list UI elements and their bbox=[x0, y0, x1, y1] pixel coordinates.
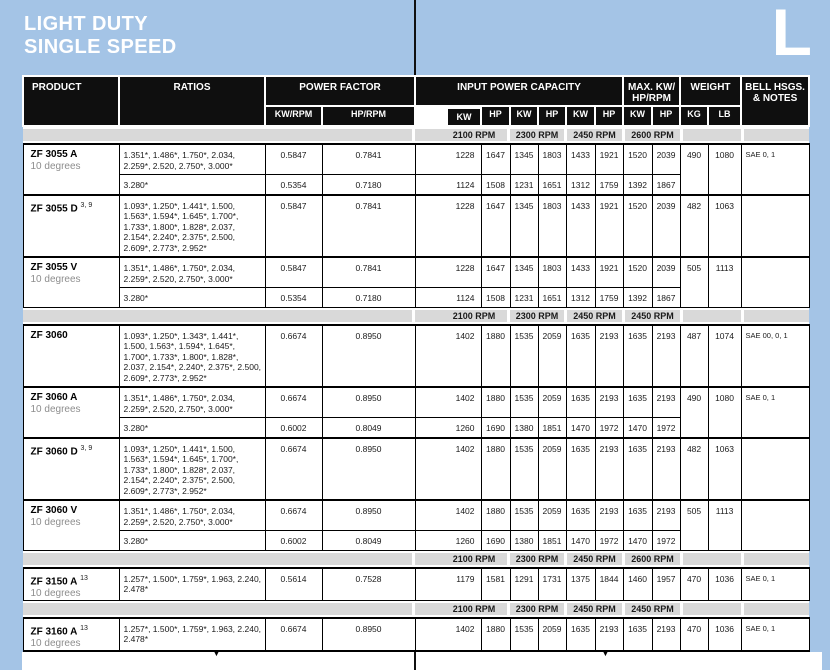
rpm-band-spacer bbox=[683, 310, 741, 322]
rpm-band-label: 2100 RPM bbox=[415, 553, 507, 565]
col-header-max-hp: HP bbox=[652, 106, 680, 126]
page-title-line2: SINGLE SPEED bbox=[24, 36, 177, 58]
power-value: 2193 bbox=[595, 618, 623, 651]
col-header-ratios: RATIOS bbox=[119, 76, 265, 126]
kw-rpm-value: 0.6674 bbox=[265, 325, 322, 388]
power-value: 1803 bbox=[538, 144, 566, 175]
rpm-band-spacer bbox=[23, 310, 412, 322]
ratios-cell: 1.257*, 1.500*, 1.759*, 1.963, 2.240, 2.478* bbox=[119, 618, 265, 651]
product-name-text: ZF 3060 bbox=[30, 329, 68, 341]
rpm-band-label: 2450 RPM bbox=[625, 310, 680, 322]
product-degrees: 10 degrees bbox=[30, 274, 81, 285]
bell-housing-notes: SAE 00, 0, 1 bbox=[741, 325, 809, 388]
power-value: 1535 bbox=[510, 438, 538, 501]
power-value: 1867 bbox=[652, 175, 680, 195]
product-name bbox=[31, 392, 117, 404]
power-value: 1651 bbox=[538, 288, 566, 308]
product-name-text: ZF 3060 A bbox=[30, 392, 78, 403]
product-name-text: ZF 3060 V bbox=[30, 505, 78, 516]
weight-lb-value: 1113 bbox=[708, 500, 741, 550]
product-cell bbox=[23, 195, 119, 258]
product-degrees: 10 degrees bbox=[30, 404, 81, 415]
product-footnote-ref: 13 bbox=[80, 574, 88, 582]
power-value: 1972 bbox=[595, 531, 623, 551]
section-letter: L bbox=[771, 0, 812, 69]
col-header-kw-3: KW bbox=[566, 106, 595, 126]
product-cell bbox=[23, 257, 119, 307]
power-value: 1972 bbox=[652, 418, 680, 438]
power-value: 2193 bbox=[595, 325, 623, 388]
rpm-band-spacer bbox=[23, 603, 412, 615]
product-name bbox=[31, 505, 117, 517]
power-value: 1312 bbox=[566, 175, 595, 195]
product-name bbox=[31, 573, 117, 588]
page-title-line1: LIGHT DUTY bbox=[24, 13, 148, 35]
rpm-band-label: 2450 RPM bbox=[625, 603, 680, 615]
rpm-band-cell bbox=[23, 600, 809, 618]
power-value: 1470 bbox=[566, 531, 595, 551]
page-divider-line-bottom bbox=[414, 652, 416, 670]
ratios-cell: 1.351*, 1.486*, 1.750*, 2.034, 2.259*, 2.520, 2.750*, 3.000* bbox=[119, 144, 265, 175]
page-header bbox=[0, 0, 830, 75]
product-name-text: ZF 3055 V bbox=[30, 262, 78, 273]
col-header-kw-1: KW bbox=[415, 106, 481, 126]
power-value: 1312 bbox=[566, 288, 595, 308]
power-value: 1228 bbox=[415, 144, 481, 175]
power-value: 1880 bbox=[481, 438, 510, 501]
rpm-band-label: 2450 RPM bbox=[567, 310, 622, 322]
continuation-arrow-icon: ▼ bbox=[212, 648, 221, 659]
power-value: 1803 bbox=[538, 195, 566, 258]
power-value: 2059 bbox=[538, 618, 566, 651]
kw-rpm-value: 0.6002 bbox=[265, 531, 322, 551]
ratios-cell: 1.351*, 1.486*, 1.750*, 2.034, 2.259*, 2.520, 2.750*, 3.000* bbox=[119, 500, 265, 531]
power-value: 1260 bbox=[415, 418, 481, 438]
rpm-band-spacer bbox=[744, 310, 809, 322]
power-value: 1291 bbox=[510, 568, 538, 601]
rpm-band-label: 2450 RPM bbox=[567, 129, 622, 141]
bell-housing-notes bbox=[741, 500, 809, 550]
power-value: 1392 bbox=[623, 175, 652, 195]
power-value: 1460 bbox=[623, 568, 652, 601]
ratios-cell: 1.351*, 1.486*, 1.750*, 2.034, 2.259*, 2.520, 2.750*, 3.000* bbox=[119, 387, 265, 418]
kw-rpm-value: 0.5847 bbox=[265, 195, 322, 258]
rpm-band-spacer bbox=[683, 129, 741, 141]
col-header-product: PRODUCT bbox=[23, 76, 119, 126]
spec-table bbox=[22, 75, 810, 652]
hp-rpm-value: 0.7841 bbox=[322, 144, 415, 175]
product-name bbox=[31, 330, 117, 342]
product-name bbox=[31, 443, 117, 458]
rpm-band bbox=[23, 553, 809, 565]
power-value: 1880 bbox=[481, 618, 510, 651]
bell-housing-notes: SAE 0, 1 bbox=[741, 568, 809, 601]
power-value: 1651 bbox=[538, 175, 566, 195]
power-value: 2059 bbox=[538, 500, 566, 531]
power-value: 1759 bbox=[595, 175, 623, 195]
power-value: 1880 bbox=[481, 325, 510, 388]
rpm-band-spacer bbox=[744, 553, 809, 565]
kw-rpm-value: 0.5354 bbox=[265, 175, 322, 195]
weight-kg-value: 490 bbox=[680, 387, 708, 438]
power-value: 2193 bbox=[595, 387, 623, 418]
power-value: 1402 bbox=[415, 325, 481, 388]
ratios-cell: 1.093*, 1.250*, 1.441*, 1.500, 1.563*, 1.594*, 1.645*, 1.700*, 1.733*, 1.800*, 1.828*, 2.037, 2.154*, 2.240*, 2.375*, 2.500, 2.609*, 2.773*, 2.952* bbox=[119, 195, 265, 258]
rpm-band-cell bbox=[23, 550, 809, 568]
table-continuation-strip bbox=[22, 648, 822, 670]
col-header-input-power: INPUT POWER CAPACITY bbox=[415, 76, 623, 106]
rpm-band-row bbox=[23, 126, 809, 144]
power-value: 1402 bbox=[415, 500, 481, 531]
power-value: 1635 bbox=[566, 618, 595, 651]
weight-lb-value: 1113 bbox=[708, 257, 741, 307]
hp-rpm-value: 0.8950 bbox=[322, 438, 415, 501]
hp-rpm-value: 0.8950 bbox=[322, 500, 415, 531]
power-value: 1921 bbox=[595, 195, 623, 258]
power-value: 1972 bbox=[595, 418, 623, 438]
weight-kg-value: 482 bbox=[680, 195, 708, 258]
power-value: 1635 bbox=[566, 325, 595, 388]
power-value: 1228 bbox=[415, 195, 481, 258]
power-value: 1402 bbox=[415, 387, 481, 418]
power-value: 1124 bbox=[415, 288, 481, 308]
power-value: 1228 bbox=[415, 257, 481, 288]
power-value: 2039 bbox=[652, 257, 680, 288]
kw-rpm-value: 0.6674 bbox=[265, 618, 322, 651]
power-value: 1851 bbox=[538, 418, 566, 438]
power-value: 1345 bbox=[510, 195, 538, 258]
power-value: 1731 bbox=[538, 568, 566, 601]
col-header-max-kw: KW bbox=[623, 106, 652, 126]
product-cell bbox=[23, 438, 119, 501]
power-value: 1433 bbox=[566, 144, 595, 175]
weight-kg-value: 505 bbox=[680, 500, 708, 550]
weight-lb-value: 1063 bbox=[708, 195, 741, 258]
power-value: 1470 bbox=[623, 531, 652, 551]
bell-housing-notes: SAE 0, 1 bbox=[741, 387, 809, 438]
rpm-band-spacer bbox=[23, 553, 412, 565]
bell-housing-notes bbox=[741, 195, 809, 258]
product-cell bbox=[23, 144, 119, 195]
power-value: 2193 bbox=[652, 618, 680, 651]
power-value: 1345 bbox=[510, 257, 538, 288]
rpm-band-spacer bbox=[744, 129, 809, 141]
power-value: 1690 bbox=[481, 531, 510, 551]
power-value: 2059 bbox=[538, 387, 566, 418]
weight-lb-value: 1063 bbox=[708, 438, 741, 501]
power-value: 1972 bbox=[652, 531, 680, 551]
kw-rpm-value: 0.6674 bbox=[265, 387, 322, 418]
rpm-band bbox=[23, 310, 809, 322]
rpm-band-label: 2300 RPM bbox=[510, 129, 564, 141]
ratios-cell: 3.280* bbox=[119, 531, 265, 551]
ratios-cell: 3.280* bbox=[119, 418, 265, 438]
hp-rpm-value: 0.8950 bbox=[322, 618, 415, 651]
col-header-kw-rpm: KW/RPM bbox=[265, 106, 322, 126]
power-value: 1433 bbox=[566, 195, 595, 258]
rpm-band-spacer bbox=[23, 129, 412, 141]
rpm-band-cell bbox=[23, 126, 809, 144]
rpm-band-label: 2300 RPM bbox=[510, 310, 564, 322]
table-header bbox=[23, 76, 809, 126]
rpm-band-row bbox=[23, 307, 809, 325]
power-value: 1380 bbox=[510, 418, 538, 438]
col-header-lb: LB bbox=[708, 106, 741, 126]
weight-kg-value: 505 bbox=[680, 257, 708, 307]
hp-rpm-value: 0.7841 bbox=[322, 257, 415, 288]
product-row bbox=[23, 618, 809, 651]
rpm-band-label: 2450 RPM bbox=[567, 553, 622, 565]
power-value: 1867 bbox=[652, 288, 680, 308]
product-name bbox=[31, 262, 117, 274]
rpm-band-label: 2450 RPM bbox=[567, 603, 622, 615]
rpm-band-label: 2100 RPM bbox=[415, 310, 507, 322]
power-value: 1921 bbox=[595, 144, 623, 175]
power-value: 1535 bbox=[510, 618, 538, 651]
weight-kg-value: 490 bbox=[680, 144, 708, 195]
kw-rpm-value: 0.5354 bbox=[265, 288, 322, 308]
weight-lb-value: 1080 bbox=[708, 387, 741, 438]
product-degrees: 10 degrees bbox=[30, 161, 81, 172]
rpm-band bbox=[23, 129, 809, 141]
power-value: 1581 bbox=[481, 568, 510, 601]
col-header-hp-2: HP bbox=[538, 106, 566, 126]
weight-lb-value: 1036 bbox=[708, 618, 741, 651]
product-footnote-ref: 3, 9 bbox=[80, 444, 93, 452]
col-header-hp-1: HP bbox=[481, 106, 510, 126]
power-value: 1179 bbox=[415, 568, 481, 601]
col-header-max-kw-hp-rpm: MAX. KW/ HP/RPM bbox=[623, 76, 680, 106]
power-value: 1375 bbox=[566, 568, 595, 601]
power-value: 2059 bbox=[538, 325, 566, 388]
product-footnote-ref: 13 bbox=[80, 624, 88, 632]
power-value: 1803 bbox=[538, 257, 566, 288]
product-cell bbox=[23, 568, 119, 601]
bell-housing-notes bbox=[741, 257, 809, 307]
product-name bbox=[31, 623, 117, 638]
power-value: 1535 bbox=[510, 500, 538, 531]
bell-housing-notes: SAE 0, 1 bbox=[741, 618, 809, 651]
col-header-kw-2: KW bbox=[510, 106, 538, 126]
ratios-cell: 1.093*, 1.250*, 1.343*, 1.441*, 1.500, 1.563*, 1.594*, 1.645*, 1.700*, 1.733*, 1.800*, 1.828*, 2.037, 2.154*, 2.240*, 2.375*, 2.500, 2.609*, 2.773*, 2.952* bbox=[119, 325, 265, 388]
power-value: 1921 bbox=[595, 257, 623, 288]
weight-kg-value: 482 bbox=[680, 438, 708, 501]
kw-rpm-value: 0.5614 bbox=[265, 568, 322, 601]
power-value: 1635 bbox=[566, 500, 595, 531]
product-degrees: 10 degrees bbox=[30, 517, 81, 528]
power-value: 1635 bbox=[623, 500, 652, 531]
product-degrees: 10 degrees bbox=[30, 587, 81, 599]
power-value: 1535 bbox=[510, 325, 538, 388]
power-value: 2039 bbox=[652, 144, 680, 175]
power-value: 1470 bbox=[566, 418, 595, 438]
kw-rpm-value: 0.6674 bbox=[265, 500, 322, 531]
power-value: 1851 bbox=[538, 531, 566, 551]
hp-rpm-value: 0.8049 bbox=[322, 418, 415, 438]
col-header-hp-3: HP bbox=[595, 106, 623, 126]
power-value: 2193 bbox=[652, 387, 680, 418]
power-value: 1231 bbox=[510, 288, 538, 308]
power-value: 2193 bbox=[652, 325, 680, 388]
power-value: 1690 bbox=[481, 418, 510, 438]
power-value: 1392 bbox=[623, 288, 652, 308]
product-cell bbox=[23, 618, 119, 651]
bell-housing-notes: SAE 0, 1 bbox=[741, 144, 809, 195]
col-header-kg: KG bbox=[680, 106, 708, 126]
hp-rpm-value: 0.7528 bbox=[322, 568, 415, 601]
hp-rpm-value: 0.7841 bbox=[322, 195, 415, 258]
kw-rpm-value: 0.6002 bbox=[265, 418, 322, 438]
weight-lb-value: 1074 bbox=[708, 325, 741, 388]
power-value: 1520 bbox=[623, 144, 652, 175]
weight-lb-value: 1036 bbox=[708, 568, 741, 601]
power-value: 1880 bbox=[481, 387, 510, 418]
power-value: 2059 bbox=[538, 438, 566, 501]
col-header-hp-rpm: HP/RPM bbox=[322, 106, 415, 126]
col-header-bell-housings-notes: BELL HSGS. & NOTES bbox=[741, 76, 809, 126]
power-value: 2039 bbox=[652, 195, 680, 258]
rpm-band-label: 2100 RPM bbox=[415, 129, 507, 141]
bell-housing-notes bbox=[741, 438, 809, 501]
product-footnote-ref: 3, 9 bbox=[80, 201, 93, 209]
rpm-band-spacer bbox=[683, 553, 741, 565]
hp-rpm-value: 0.7180 bbox=[322, 288, 415, 308]
power-value: 1470 bbox=[623, 418, 652, 438]
power-value: 2193 bbox=[652, 500, 680, 531]
product-row bbox=[23, 144, 809, 175]
ratios-cell: 1.351*, 1.486*, 1.750*, 2.034, 2.259*, 2.520, 2.750*, 3.000* bbox=[119, 257, 265, 288]
product-row bbox=[23, 257, 809, 288]
power-value: 1647 bbox=[481, 195, 510, 258]
product-row bbox=[23, 438, 809, 501]
power-value: 2193 bbox=[652, 438, 680, 501]
rpm-band-label: 2300 RPM bbox=[510, 553, 564, 565]
rpm-band bbox=[23, 603, 809, 615]
power-value: 1508 bbox=[481, 288, 510, 308]
rpm-band-label: 2600 RPM bbox=[625, 553, 680, 565]
kw-rpm-value: 0.5847 bbox=[265, 144, 322, 175]
power-value: 1260 bbox=[415, 531, 481, 551]
product-row bbox=[23, 325, 809, 388]
weight-kg-value: 470 bbox=[680, 568, 708, 601]
kw-rpm-value: 0.5847 bbox=[265, 257, 322, 288]
weight-kg-value: 470 bbox=[680, 618, 708, 651]
rpm-band-cell bbox=[23, 307, 809, 325]
product-name bbox=[31, 200, 117, 215]
col-header-weight: WEIGHT bbox=[680, 76, 741, 106]
weight-lb-value: 1080 bbox=[708, 144, 741, 195]
col-header-power-factor: POWER FACTOR bbox=[265, 76, 415, 106]
product-cell bbox=[23, 325, 119, 388]
page-divider-line-top bbox=[414, 0, 416, 75]
power-value: 1635 bbox=[623, 387, 652, 418]
power-value: 1231 bbox=[510, 175, 538, 195]
power-value: 1402 bbox=[415, 618, 481, 651]
ratios-cell: 1.093*, 1.250*, 1.441*, 1.500, 1.563*, 1.594*, 1.645*, 1.700*, 1.733*, 1.800*, 1.828*, 2.037, 2.154*, 2.240*, 2.375*, 2.500, 2.609*, 2.773*, 2.952* bbox=[119, 438, 265, 501]
product-cell bbox=[23, 500, 119, 550]
product-row bbox=[23, 568, 809, 601]
power-value: 1508 bbox=[481, 175, 510, 195]
rpm-band-row bbox=[23, 550, 809, 568]
table-body bbox=[23, 126, 809, 651]
rpm-band-label: 2300 RPM bbox=[510, 603, 564, 615]
product-name-text: ZF 3055 A bbox=[30, 149, 78, 160]
product-row bbox=[23, 387, 809, 418]
power-value: 1635 bbox=[623, 325, 652, 388]
rpm-band-row bbox=[23, 600, 809, 618]
rpm-band-spacer bbox=[744, 603, 809, 615]
power-value: 1635 bbox=[566, 387, 595, 418]
ratios-cell: 3.280* bbox=[119, 288, 265, 308]
power-value: 1535 bbox=[510, 387, 538, 418]
power-value: 1380 bbox=[510, 531, 538, 551]
power-value: 1957 bbox=[652, 568, 680, 601]
ratios-cell: 1.257*, 1.500*, 1.759*, 1.963, 2.240, 2.478* bbox=[119, 568, 265, 601]
product-name-text: ZF 3055 D bbox=[30, 202, 78, 214]
kw-rpm-value: 0.6674 bbox=[265, 438, 322, 501]
power-value: 2193 bbox=[595, 438, 623, 501]
product-cell bbox=[23, 387, 119, 438]
continuation-arrow-icon: ▼ bbox=[601, 648, 610, 659]
power-value: 1345 bbox=[510, 144, 538, 175]
power-value: 1880 bbox=[481, 500, 510, 531]
power-value: 1520 bbox=[623, 195, 652, 258]
power-value: 1402 bbox=[415, 438, 481, 501]
rpm-band-label: 2600 RPM bbox=[625, 129, 680, 141]
product-name-text: ZF 3060 D bbox=[30, 445, 78, 457]
page-title bbox=[24, 13, 177, 59]
power-value: 2193 bbox=[595, 500, 623, 531]
power-value: 1433 bbox=[566, 257, 595, 288]
ratios-cell: 3.280* bbox=[119, 175, 265, 195]
power-value: 1759 bbox=[595, 288, 623, 308]
power-value: 1635 bbox=[623, 438, 652, 501]
power-value: 1647 bbox=[481, 257, 510, 288]
weight-kg-value: 487 bbox=[680, 325, 708, 388]
product-row bbox=[23, 195, 809, 258]
power-value: 1844 bbox=[595, 568, 623, 601]
hp-rpm-value: 0.8950 bbox=[322, 387, 415, 418]
power-value: 1520 bbox=[623, 257, 652, 288]
hp-rpm-value: 0.7180 bbox=[322, 175, 415, 195]
power-value: 1124 bbox=[415, 175, 481, 195]
rpm-band-label: 2100 RPM bbox=[415, 603, 507, 615]
hp-rpm-value: 0.8950 bbox=[322, 325, 415, 388]
hp-rpm-value: 0.8049 bbox=[322, 531, 415, 551]
rpm-band-spacer bbox=[683, 603, 741, 615]
power-value: 1635 bbox=[566, 438, 595, 501]
product-row bbox=[23, 500, 809, 531]
power-value: 1647 bbox=[481, 144, 510, 175]
product-name-text: ZF 3150 A bbox=[30, 575, 78, 587]
product-name-text: ZF 3160 A bbox=[30, 626, 78, 638]
product-degrees: 10 degrees bbox=[30, 638, 81, 650]
product-name bbox=[31, 149, 117, 161]
power-value: 1635 bbox=[623, 618, 652, 651]
